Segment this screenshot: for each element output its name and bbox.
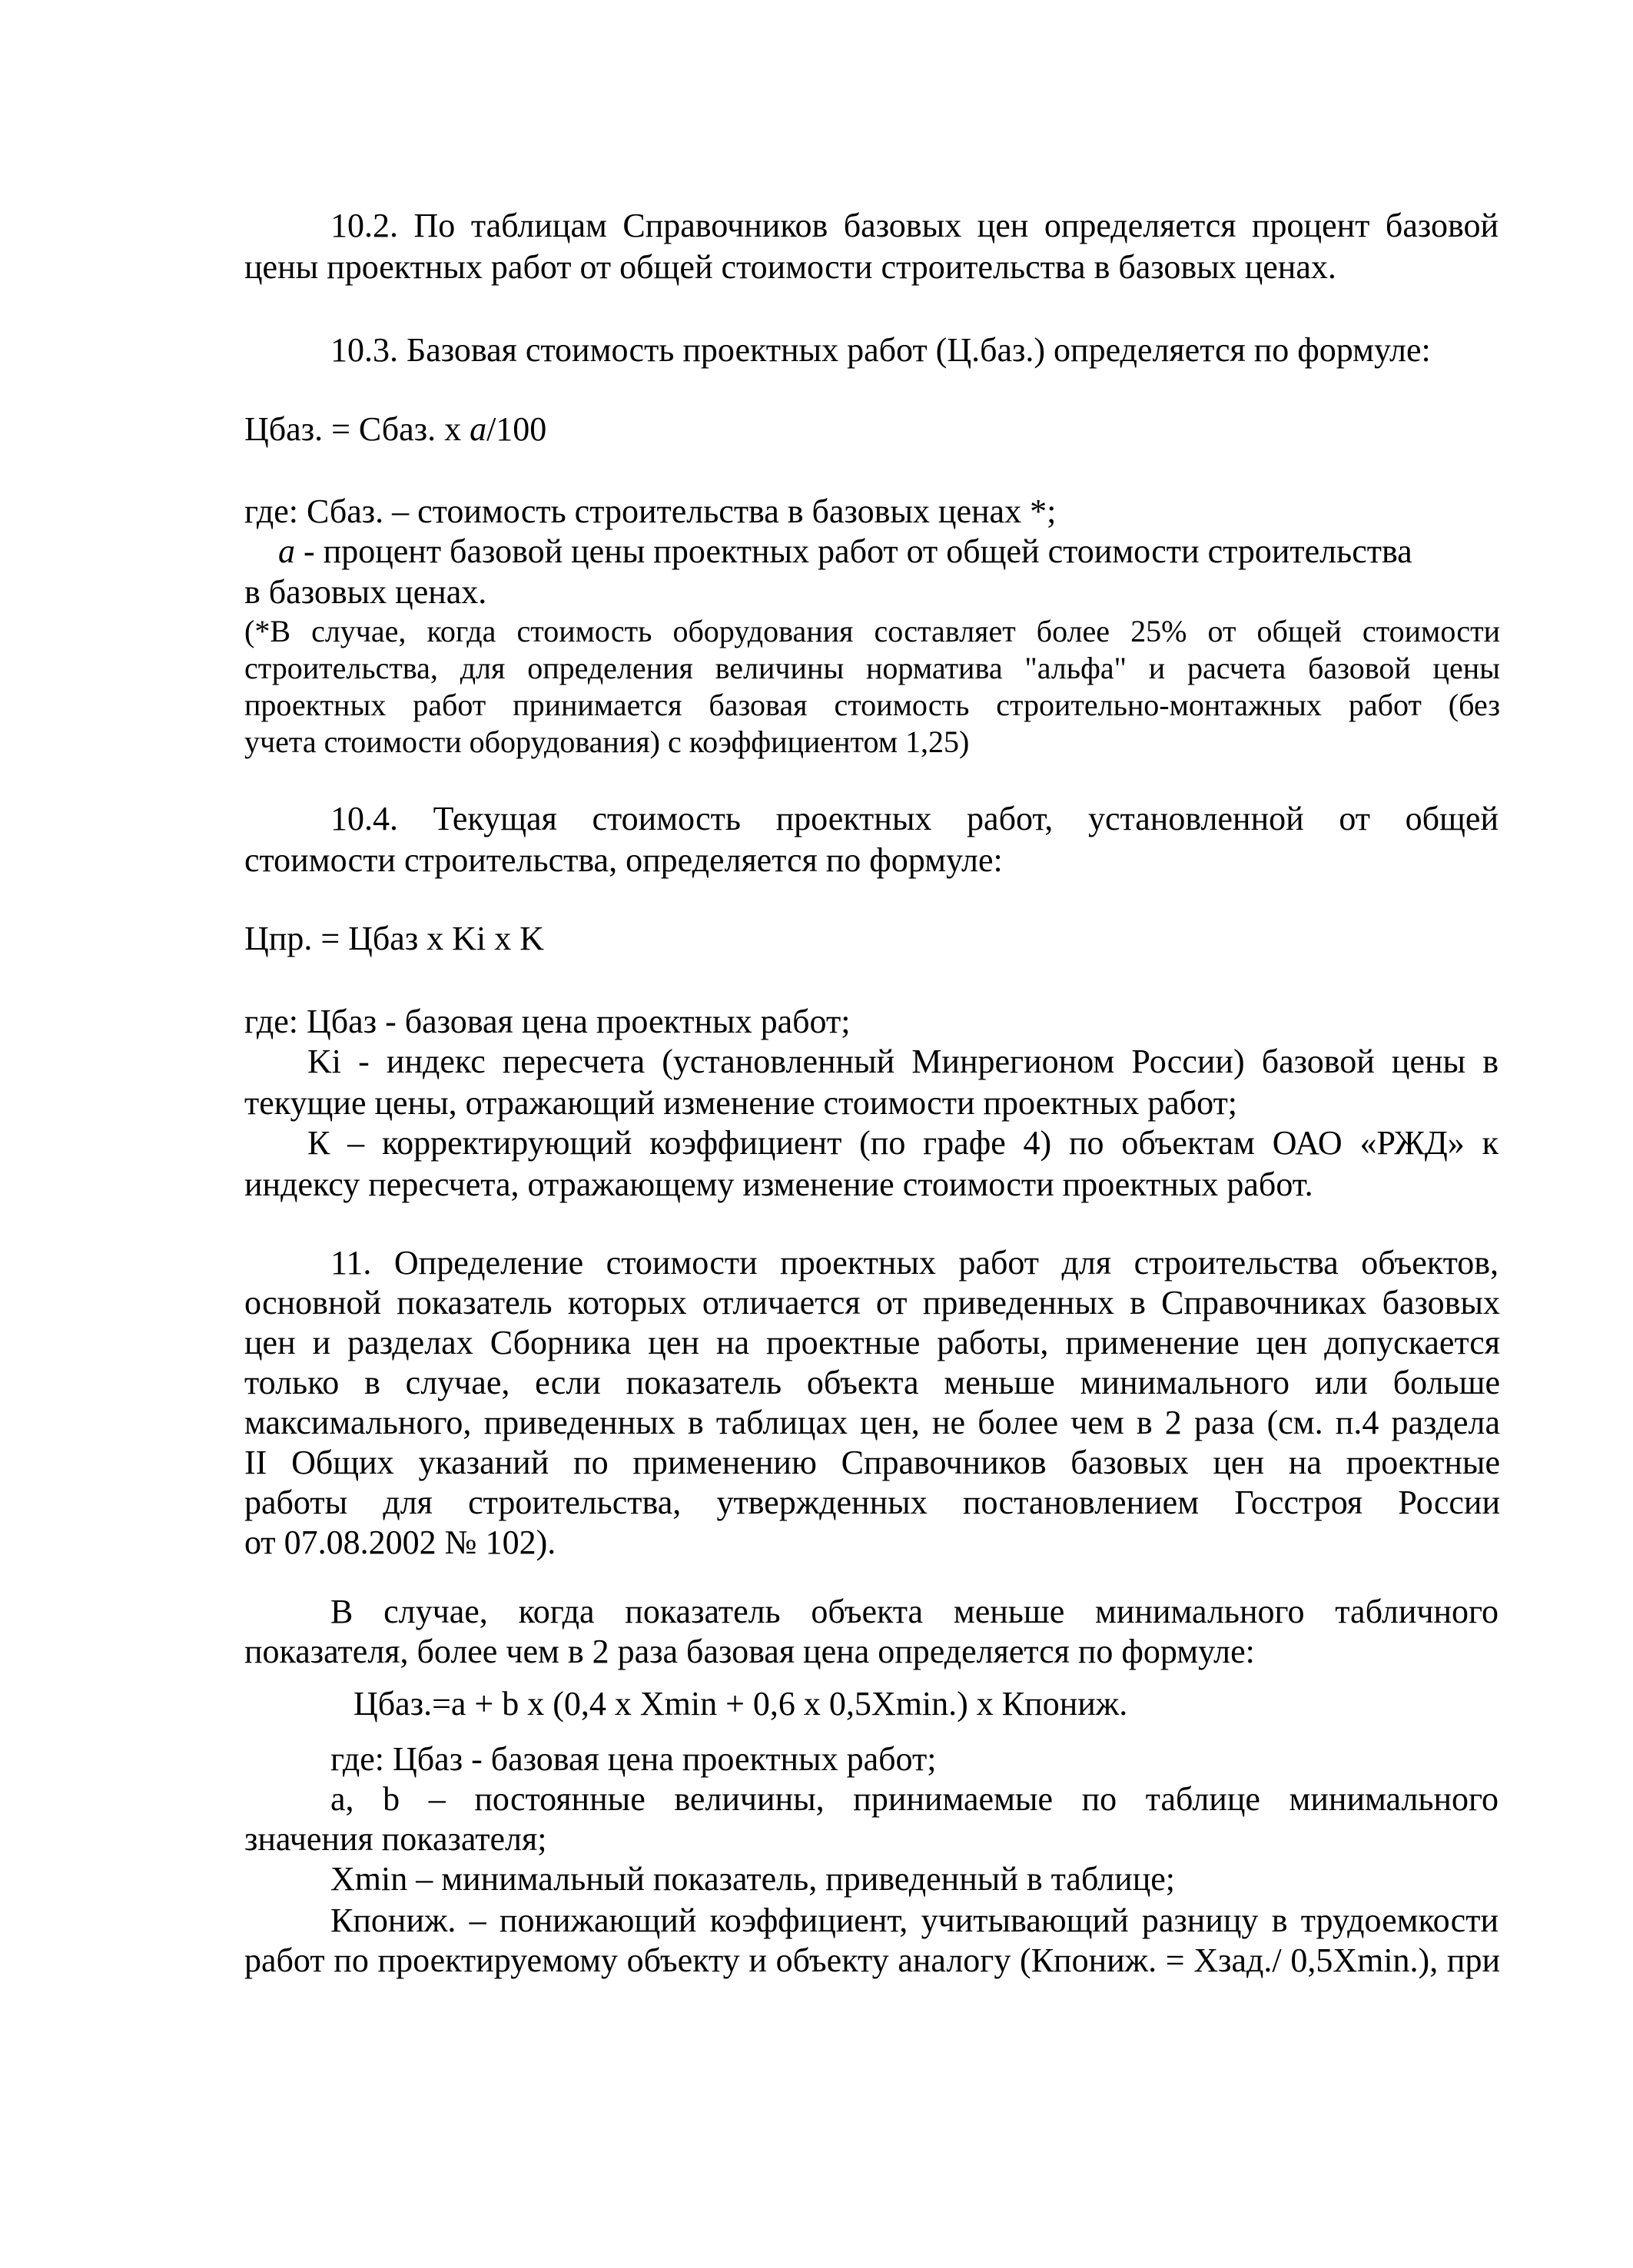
- case-where-1: где: Цбаз - базовая цена проектных работ;: [330, 1740, 937, 1778]
- a-definition-text: - процент базовой цены проектных работ от общей стоимости строительства: [295, 532, 1412, 570]
- p10-3-note-line-1: (*В случае, когда стоимость оборудования составляет более 25% от общей стоимости: [244, 614, 1500, 648]
- case-ab-line-2: значения показателя;: [244, 1820, 547, 1858]
- p10-3-a-definition-cont: в базовых ценах.: [244, 573, 487, 611]
- p11-line-6: II Общих указаний по применению Справочников базовых цен на проектные: [244, 1444, 1500, 1481]
- case-k-line-2: работ по проектируемому объекту и объекту аналогу (Кпониж. = Хзад./ 0,5Xmin.), при: [244, 1941, 1500, 1979]
- formula-prefix: Цбаз. = Сбаз. х: [244, 410, 470, 448]
- p10-4-k-line-2: индексу пересчета, отражающему изменение стоимости проектных работ.: [244, 1166, 1313, 1203]
- p11-line-4: только в случае, если показатель объекта меньше минимального или больше: [244, 1364, 1500, 1401]
- p10-3-note-line-4: учета стоимости оборудования) с коэффициентом 1,25): [244, 724, 970, 759]
- case-k-line-1: Кпониж. – понижающий коэффициент, учитывающий разницу в трудоемкости: [330, 1902, 1499, 1939]
- case-ab-line-1: a, b – постоянные величины, принимаемые по таблице минимального: [330, 1780, 1499, 1818]
- p11-line-5: максимального, приведенных в таблицах цен, не более чем в 2 раза (см. п.4 раздела: [244, 1404, 1500, 1441]
- case-line-2: показателя, более чем в 2 раза базовая цена определяется по формуле:: [244, 1633, 1255, 1670]
- p10-3-a-definition: [278, 532, 1412, 572]
- p10-4-ki-line-1: Ki - индекс пересчета (установленный Минрегионом России) базовой цены в: [307, 1043, 1499, 1080]
- p11-line-2: основной показатель которых отличается от приведенных в Справочниках базовых: [244, 1284, 1500, 1321]
- p10-2-line-2: цены проектных работ от общей стоимости строительства в базовых ценах.: [244, 248, 1336, 286]
- formula-suffix: /100: [486, 410, 547, 448]
- p10-3-line-1: 10.3. Базовая стоимость проектных работ (Ц.баз.) определяется по формуле:: [330, 331, 1431, 369]
- p10-3-where-line: где: Сбаз. – стоимость строительства в базовых ценах *;: [244, 492, 1057, 530]
- p10-4-where-1: где: Цбаз - базовая цена проектных работ;: [244, 1003, 851, 1040]
- a-variable: a: [278, 532, 295, 570]
- p10-4-line-2: стоимости строительства, определяется по формуле:: [244, 841, 1003, 879]
- p10-4-ki-line-2: текущие цены, отражающий изменение стоимости проектных работ;: [244, 1084, 1238, 1122]
- p11-line-8: от 07.08.2002 № 102).: [244, 1524, 556, 1561]
- p10-4-line-1: 10.4. Текущая стоимость проектных работ, установленной от общей: [330, 800, 1499, 837]
- case-formula: Цбаз.=a + b x (0,4 x Xmin + 0,6 x 0,5Xmin.) x Кпониж.: [353, 1685, 1128, 1723]
- p10-3-note-line-3: проектных работ принимается базовая стоимость строительно-монтажных работ (без: [244, 688, 1500, 722]
- case-line-1: В случае, когда показатель объекта меньше минимального табличного: [330, 1593, 1499, 1630]
- p11-line-7: работы для строительства, утвержденных постановлением Госстроя России: [244, 1484, 1500, 1521]
- formula-variable-a: a: [470, 410, 487, 448]
- p11-line-3: цен и разделах Сборника цен на проектные работы, применение цен допускается: [244, 1324, 1500, 1361]
- p10-2-line-1: 10.2. По таблицам Справочников базовых цен определяется процент базовой: [330, 207, 1499, 244]
- p10-4-k-line-1: К – корректирующий коэффициент (по графе 4) по объектам ОАО «РЖД» к: [307, 1124, 1499, 1162]
- p10-3-note-line-2: строительства, для определения величины норматива "альфа" и расчета базовой цены: [244, 651, 1500, 685]
- p11-line-1: 11. Определение стоимости проектных работ для строительства объектов,: [330, 1244, 1499, 1282]
- case-xmin-line: Xmin – минимальный показатель, приведенный в таблице;: [330, 1860, 1176, 1898]
- p10-3-formula: [244, 410, 546, 449]
- p10-4-formula: Цпр. = Цбаз х Ki х K: [244, 920, 544, 957]
